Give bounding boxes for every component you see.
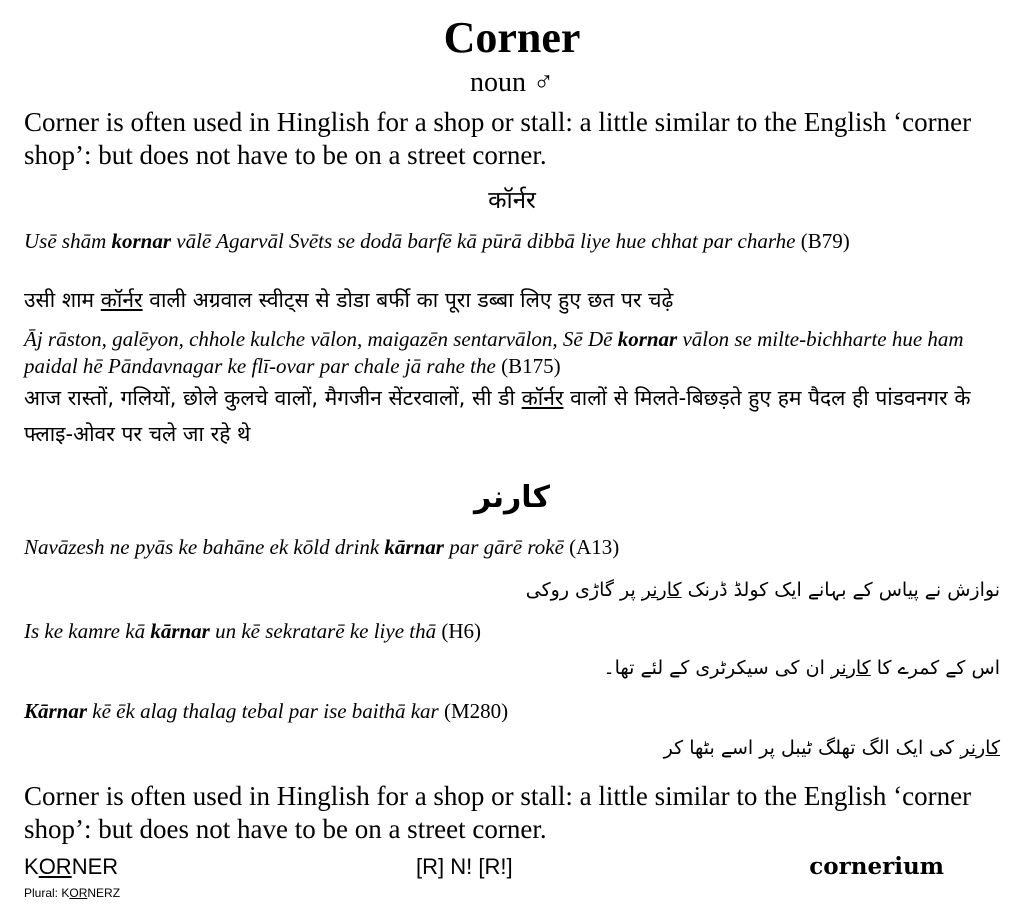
- urdu-example-2: [15, 654, 1000, 682]
- hindi-text: उसी शाम: [24, 288, 101, 312]
- source-reference: (M280): [443, 699, 509, 723]
- urdu-keyword: کارنر: [960, 737, 1000, 759]
- translit-example-4: [24, 618, 1009, 645]
- urdu-heading: کارنر: [474, 480, 550, 515]
- hindi-text: आज रास्तों, गलियों, छोले कुलचे वालों, मैगजीन सेंटरवालों, सी डी: [24, 386, 522, 410]
- translit-keyword: kārnar: [384, 535, 444, 559]
- translit-text: vālon se milte-bichharte hue ham paidal hē Pāndavnagar ke flī-ovar par chale jā rahe the: [24, 327, 964, 378]
- etymon: cornerium: [809, 853, 944, 880]
- translit-example-3: [24, 534, 1009, 561]
- translit-text: kē ēk alag thalag tebal par ise baithā kar: [87, 699, 439, 723]
- translit-text: Is ke kamre kā: [24, 619, 151, 643]
- entry-description-repeat: Corner is often used in Hinglish for a shop or stall: a little similar to the English ‘corner shop’: but does not have to be on a street corner.: [24, 781, 972, 844]
- source-reference: (B175): [501, 354, 561, 378]
- source-reference: (H6): [441, 619, 482, 643]
- hindi-text: वालों से मिलते-बिछड़ते हुए हम पैदल ही पांडवनगर के फ्लाइ-ओवर पर चले जा रहे थे: [24, 386, 971, 446]
- translit-example-1: [24, 228, 1009, 255]
- hindi-example-1: [24, 282, 1009, 318]
- source-reference: (B79): [800, 229, 850, 253]
- translit-example-5: [24, 698, 1009, 725]
- urdu-text: ان کی سیکرٹری کے لئے تھا۔: [603, 657, 831, 679]
- entry-description: Corner is often used in Hinglish for a shop or stall: a little similar to the English ‘corner shop’: but does not have to be on a street corner.: [24, 107, 972, 170]
- plural-form: [24, 885, 120, 901]
- urdu-text: نوازش نے پیاس کے بہانے ایک کولڈ ڈرنک: [681, 579, 1000, 601]
- urdu-example-1: [15, 576, 1000, 604]
- translit-keyword: kornar: [617, 327, 678, 351]
- translit-text: Āj rāston, galēyon, chhole kulche vālon, maigazēn sentarvālon, Sē Dē: [24, 327, 618, 351]
- urdu-text: اس کے کمرے کا: [870, 657, 1000, 679]
- urdu-keyword: کارنر: [641, 579, 682, 601]
- pronunciation-part: NER: [71, 854, 119, 879]
- translit-example-2: [24, 326, 1009, 380]
- entry-title: Corner: [443, 13, 581, 62]
- translit-keyword: kārnar: [150, 619, 210, 643]
- translit-text: un kē sekratarē ke liye thā: [209, 619, 437, 643]
- plural-part: K: [61, 886, 70, 900]
- hindi-text: वाली अग्रवाल स्वीट्स से डोडा बर्फी का पूरा डब्बा लिए हुए छत पर चढ़े: [142, 288, 674, 312]
- plural-part: NERZ: [87, 886, 121, 900]
- translit-text: Usē shām: [24, 229, 112, 253]
- plural-stress: OR: [69, 886, 88, 900]
- urdu-text: کی ایک الگ تھلگ ٹیبل پر اسے بٹھا کر: [663, 737, 961, 759]
- pronunciation-footer: [24, 852, 1004, 882]
- hindi-keyword: कॉर्नर: [100, 288, 143, 312]
- urdu-keyword: کارنر: [830, 657, 871, 679]
- hindi-heading: कॉर्नर: [488, 186, 536, 214]
- translit-text: par gārē rokē: [443, 535, 564, 559]
- translit-text: Navāzesh ne pyās ke bahāne ek kōld drink: [24, 535, 385, 559]
- phonetic-notation: [R] N! [R!]: [416, 854, 513, 879]
- pronunciation: [24, 852, 118, 882]
- source-reference: (A13): [569, 535, 620, 559]
- part-of-speech: noun ♂: [470, 67, 554, 98]
- hindi-keyword: कॉर्नर: [521, 386, 564, 410]
- translit-keyword: Kārnar: [24, 699, 88, 723]
- urdu-example-3: [15, 734, 1000, 762]
- pronunciation-stress: OR: [38, 854, 72, 879]
- translit-text: vālē Agarvāl Svēts se dodā barfē kā pūrā dibbā liye hue chhat par charhe: [171, 229, 796, 253]
- pronunciation-part: K: [24, 854, 39, 879]
- translit-keyword: kornar: [111, 229, 172, 253]
- urdu-text: پر گاڑی روکی: [525, 579, 642, 601]
- hindi-example-2: [24, 380, 1009, 452]
- plural-label: Plural:: [24, 886, 62, 900]
